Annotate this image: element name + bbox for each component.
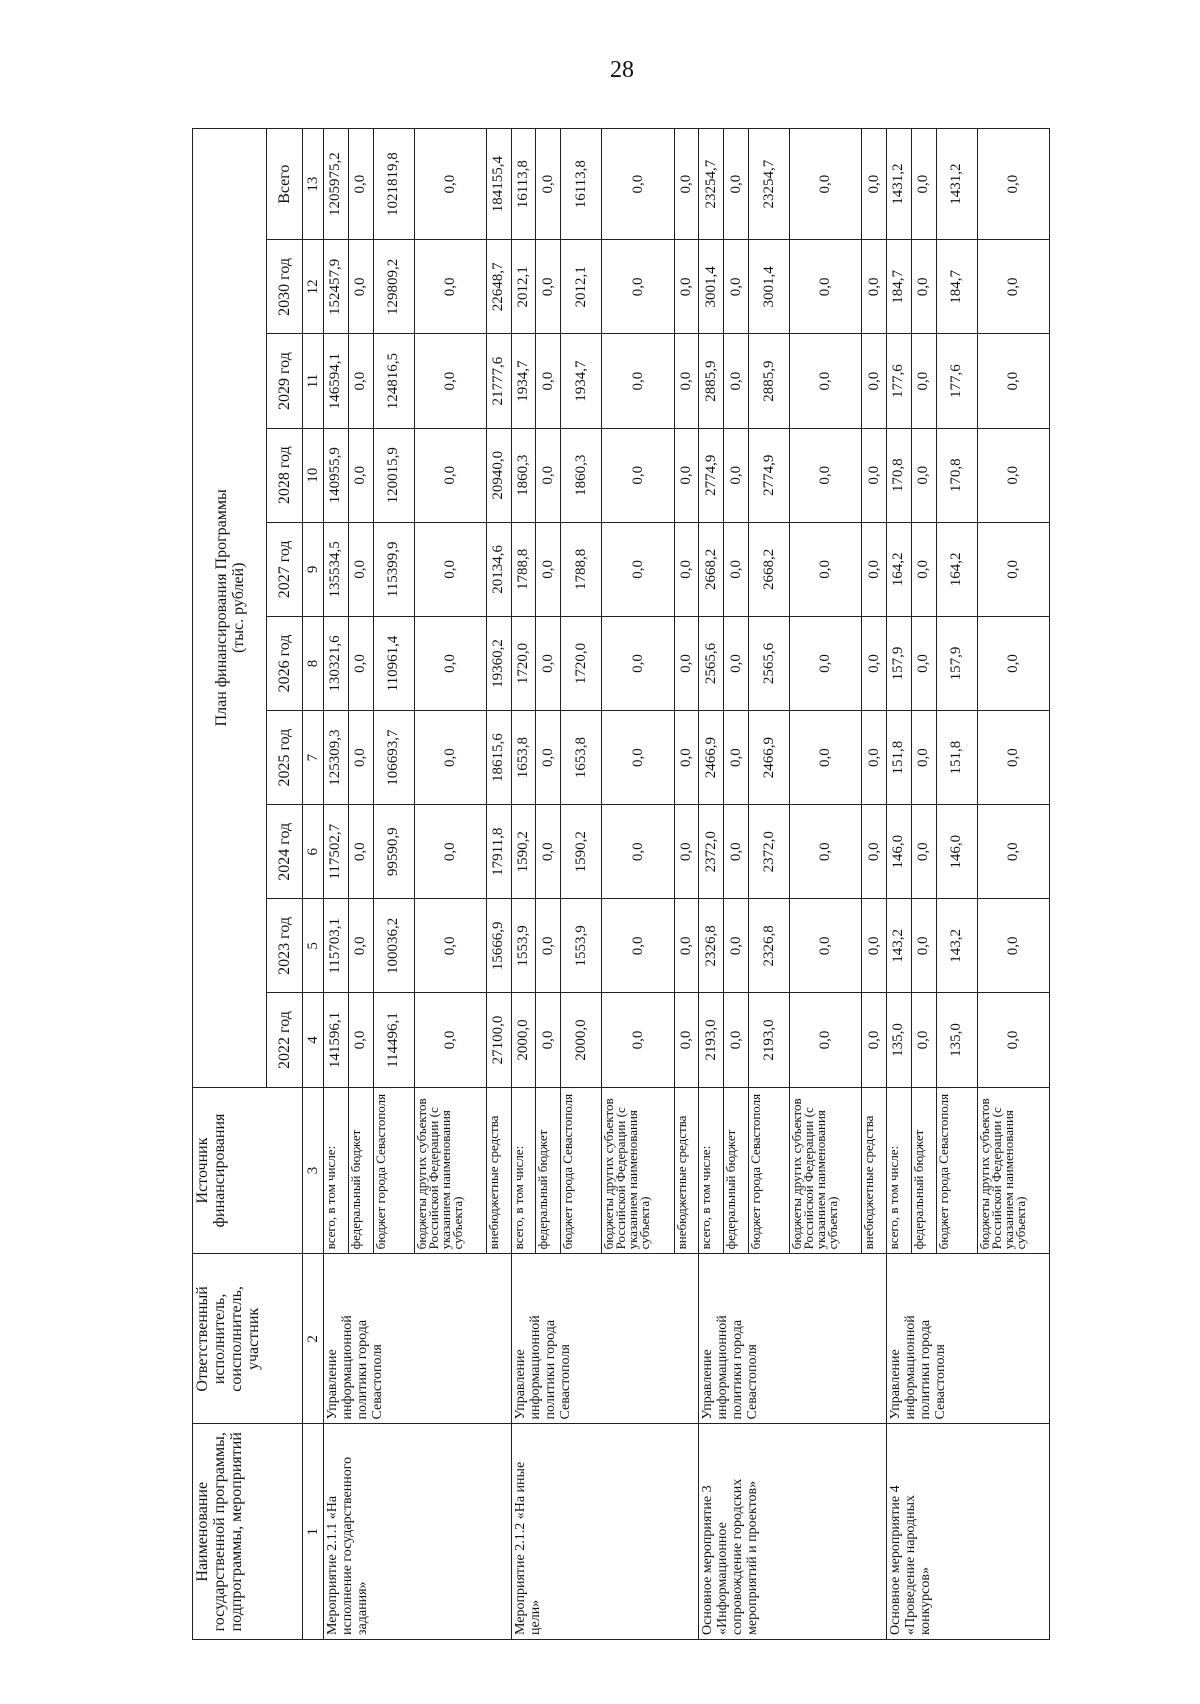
year-value-cell: 2193,0 bbox=[748, 993, 789, 1087]
year-value-cell: 177,6 bbox=[887, 334, 912, 428]
column-index: 11 bbox=[303, 334, 324, 428]
total-value-cell: 23254,7 bbox=[699, 129, 724, 240]
year-value-cell: 17911,8 bbox=[486, 805, 511, 899]
year-value-cell: 0,0 bbox=[977, 428, 1049, 522]
program-name-cell: Мероприятие 2.1.2 «На иные цели» bbox=[511, 1424, 699, 1640]
year-value-cell: 135,0 bbox=[887, 993, 912, 1087]
year-value-cell: 0,0 bbox=[911, 240, 936, 334]
year-value-cell: 0,0 bbox=[602, 805, 674, 899]
header-plan bbox=[193, 129, 267, 1088]
funding-source-cell: бюджет города Севастополя bbox=[748, 1087, 789, 1254]
year-value-cell: 2466,9 bbox=[748, 711, 789, 805]
year-value-cell: 1720,0 bbox=[561, 616, 602, 710]
year-value-cell: 1653,8 bbox=[561, 711, 602, 805]
year-value-cell: 130321,6 bbox=[324, 616, 349, 710]
year-value-cell: 0,0 bbox=[348, 522, 373, 616]
year-value-cell: 0,0 bbox=[724, 805, 749, 899]
header-year: 2022 год bbox=[267, 993, 303, 1087]
year-value-cell: 0,0 bbox=[911, 428, 936, 522]
funding-source-cell: всего, в том числе: bbox=[324, 1087, 349, 1254]
year-value-cell: 0,0 bbox=[414, 522, 486, 616]
year-value-cell: 2000,0 bbox=[561, 993, 602, 1087]
year-value-cell: 0,0 bbox=[862, 899, 887, 993]
year-value-cell: 1553,9 bbox=[561, 899, 602, 993]
year-value-cell: 3001,4 bbox=[699, 240, 724, 334]
funding-source-cell: внебюджетные средства bbox=[674, 1087, 699, 1254]
year-value-cell: 0,0 bbox=[536, 334, 561, 428]
year-value-cell: 2565,6 bbox=[699, 616, 724, 710]
year-value-cell: 152457,9 bbox=[324, 240, 349, 334]
year-value-cell: 99590,9 bbox=[373, 805, 414, 899]
year-value-cell: 0,0 bbox=[977, 711, 1049, 805]
column-index: 10 bbox=[303, 428, 324, 522]
year-value-cell: 0,0 bbox=[348, 334, 373, 428]
year-value-cell: 140955,9 bbox=[324, 428, 349, 522]
year-value-cell: 0,0 bbox=[536, 522, 561, 616]
table-row bbox=[887, 129, 912, 1640]
year-value-cell: 0,0 bbox=[348, 993, 373, 1087]
total-value-cell: 0,0 bbox=[414, 129, 486, 240]
year-value-cell: 0,0 bbox=[674, 334, 699, 428]
year-value-cell: 0,0 bbox=[348, 711, 373, 805]
year-value-cell: 0,0 bbox=[862, 428, 887, 522]
year-value-cell: 143,2 bbox=[887, 899, 912, 993]
header-program-name: Наименование государственной программы, подпрограммы, мероприятий bbox=[193, 1424, 303, 1640]
year-value-cell: 151,8 bbox=[936, 711, 977, 805]
year-value-cell: 2372,0 bbox=[748, 805, 789, 899]
funding-source-cell: бюджеты других субъектов Российской Федерации (с указанием наименования субъекта) bbox=[790, 1087, 862, 1254]
year-value-cell: 1934,7 bbox=[511, 334, 536, 428]
total-value-cell: 0,0 bbox=[724, 129, 749, 240]
year-value-cell: 0,0 bbox=[536, 993, 561, 1087]
column-index: 8 bbox=[303, 616, 324, 710]
year-value-cell: 0,0 bbox=[414, 993, 486, 1087]
year-value-cell: 0,0 bbox=[674, 428, 699, 522]
total-value-cell: 0,0 bbox=[977, 129, 1049, 240]
year-value-cell: 1653,8 bbox=[511, 711, 536, 805]
year-value-cell: 0,0 bbox=[790, 899, 862, 993]
year-value-cell: 0,0 bbox=[414, 616, 486, 710]
year-value-cell: 2466,9 bbox=[699, 711, 724, 805]
year-value-cell: 0,0 bbox=[911, 711, 936, 805]
year-value-cell: 2668,2 bbox=[748, 522, 789, 616]
year-value-cell: 0,0 bbox=[536, 428, 561, 522]
year-value-cell: 0,0 bbox=[414, 899, 486, 993]
year-value-cell: 0,0 bbox=[790, 616, 862, 710]
year-value-cell: 0,0 bbox=[602, 899, 674, 993]
year-value-cell: 1553,9 bbox=[511, 899, 536, 993]
total-value-cell: 23254,7 bbox=[748, 129, 789, 240]
funding-source-cell: внебюджетные средства bbox=[862, 1087, 887, 1254]
year-value-cell: 0,0 bbox=[414, 805, 486, 899]
column-index: 12 bbox=[303, 240, 324, 334]
year-value-cell: 1720,0 bbox=[511, 616, 536, 710]
year-value-cell: 2774,9 bbox=[699, 428, 724, 522]
year-value-cell: 0,0 bbox=[977, 522, 1049, 616]
year-value-cell: 0,0 bbox=[348, 805, 373, 899]
column-index: 3 bbox=[303, 1087, 324, 1254]
year-value-cell: 0,0 bbox=[977, 899, 1049, 993]
year-value-cell: 2326,8 bbox=[748, 899, 789, 993]
column-index: 9 bbox=[303, 522, 324, 616]
header-year: 2025 год bbox=[267, 711, 303, 805]
year-value-cell: 0,0 bbox=[724, 711, 749, 805]
year-value-cell: 0,0 bbox=[862, 334, 887, 428]
year-value-cell: 120015,9 bbox=[373, 428, 414, 522]
year-value-cell: 124816,5 bbox=[373, 334, 414, 428]
year-value-cell: 184,7 bbox=[887, 240, 912, 334]
year-value-cell: 1860,3 bbox=[511, 428, 536, 522]
year-value-cell: 0,0 bbox=[977, 616, 1049, 710]
year-value-cell: 20940,0 bbox=[486, 428, 511, 522]
year-value-cell: 2012,1 bbox=[561, 240, 602, 334]
year-value-cell: 0,0 bbox=[790, 993, 862, 1087]
year-value-cell: 1788,8 bbox=[561, 522, 602, 616]
year-value-cell: 106693,7 bbox=[373, 711, 414, 805]
year-value-cell: 0,0 bbox=[602, 522, 674, 616]
funding-source-cell: бюджеты других субъектов Российской Федерации (с указанием наименования субъекта) bbox=[414, 1087, 486, 1254]
year-value-cell: 0,0 bbox=[862, 993, 887, 1087]
total-value-cell: 1431,2 bbox=[887, 129, 912, 240]
total-value-cell: 0,0 bbox=[862, 129, 887, 240]
funding-source-cell: бюджет города Севастополя bbox=[561, 1087, 602, 1254]
table-row bbox=[324, 129, 349, 1640]
year-value-cell: 115703,1 bbox=[324, 899, 349, 993]
year-value-cell: 114496,1 bbox=[373, 993, 414, 1087]
total-value-cell: 0,0 bbox=[790, 129, 862, 240]
column-index: 5 bbox=[303, 899, 324, 993]
year-value-cell: 146,0 bbox=[936, 805, 977, 899]
funding-source-cell: внебюджетные средства bbox=[486, 1087, 511, 1254]
year-value-cell: 0,0 bbox=[862, 522, 887, 616]
year-value-cell: 1788,8 bbox=[511, 522, 536, 616]
year-value-cell: 0,0 bbox=[862, 711, 887, 805]
funding-source-cell: бюджеты других субъектов Российской Федерации (с указанием наименования субъекта) bbox=[977, 1087, 1049, 1254]
table-row bbox=[511, 129, 536, 1640]
column-index: 13 bbox=[303, 129, 324, 240]
year-value-cell: 2885,9 bbox=[748, 334, 789, 428]
year-value-cell: 0,0 bbox=[977, 993, 1049, 1087]
executor-cell: Управление информационной политики города Севастополя bbox=[324, 1254, 512, 1424]
funding-source-cell: всего, в том числе: bbox=[511, 1087, 536, 1254]
year-value-cell: 2000,0 bbox=[511, 993, 536, 1087]
year-value-cell: 0,0 bbox=[674, 993, 699, 1087]
year-value-cell: 0,0 bbox=[724, 522, 749, 616]
year-value-cell: 2565,6 bbox=[748, 616, 789, 710]
total-value-cell: 184155,4 bbox=[486, 129, 511, 240]
header-year: 2030 год bbox=[267, 240, 303, 334]
funding-source-cell: федеральный бюджет bbox=[348, 1087, 373, 1254]
total-value-cell: 1431,2 bbox=[936, 129, 977, 240]
year-value-cell: 1590,2 bbox=[561, 805, 602, 899]
financing-table bbox=[192, 128, 1050, 1640]
year-value-cell: 0,0 bbox=[602, 428, 674, 522]
year-value-cell: 135534,5 bbox=[324, 522, 349, 616]
executor-cell: Управление информационной политики города Севастополя bbox=[699, 1254, 887, 1424]
year-value-cell: 0,0 bbox=[414, 240, 486, 334]
year-value-cell: 15666,9 bbox=[486, 899, 511, 993]
column-index: 6 bbox=[303, 805, 324, 899]
year-value-cell: 0,0 bbox=[414, 428, 486, 522]
year-value-cell: 0,0 bbox=[674, 711, 699, 805]
total-value-cell: 1205975,2 bbox=[324, 129, 349, 240]
funding-source-cell: бюджет города Севастополя bbox=[373, 1087, 414, 1254]
funding-source-cell: всего, в том числе: bbox=[887, 1087, 912, 1254]
total-value-cell: 0,0 bbox=[674, 129, 699, 240]
header-total: Всего bbox=[267, 129, 303, 240]
year-value-cell: 0,0 bbox=[674, 616, 699, 710]
year-value-cell: 0,0 bbox=[602, 993, 674, 1087]
header-source: Источник финансирования bbox=[193, 1087, 303, 1254]
year-value-cell: 115399,9 bbox=[373, 522, 414, 616]
executor-cell: Управление информационной политики города Севастополя bbox=[887, 1254, 1050, 1424]
year-value-cell: 164,2 bbox=[936, 522, 977, 616]
year-value-cell: 18615,6 bbox=[486, 711, 511, 805]
header-year: 2024 год bbox=[267, 805, 303, 899]
funding-source-cell: федеральный бюджет bbox=[724, 1087, 749, 1254]
year-value-cell: 146594,1 bbox=[324, 334, 349, 428]
year-value-cell: 1934,7 bbox=[561, 334, 602, 428]
program-name-cell: Мероприятие 2.1.1 «На исполнение государственного задания» bbox=[324, 1424, 512, 1640]
header-plan-title: План финансирования Программы bbox=[212, 489, 230, 727]
year-value-cell: 125309,3 bbox=[324, 711, 349, 805]
year-value-cell: 2668,2 bbox=[699, 522, 724, 616]
year-value-cell: 3001,4 bbox=[748, 240, 789, 334]
year-value-cell: 0,0 bbox=[348, 428, 373, 522]
funding-source-cell: федеральный бюджет bbox=[911, 1087, 936, 1254]
year-value-cell: 184,7 bbox=[936, 240, 977, 334]
year-value-cell: 0,0 bbox=[977, 805, 1049, 899]
year-value-cell: 27100,0 bbox=[486, 993, 511, 1087]
header-executor: Ответственный исполнитель, соисполнитель, участник bbox=[193, 1254, 303, 1424]
year-value-cell: 22648,7 bbox=[486, 240, 511, 334]
year-value-cell: 0,0 bbox=[862, 616, 887, 710]
year-value-cell: 0,0 bbox=[674, 522, 699, 616]
header-year: 2023 год bbox=[267, 899, 303, 993]
year-value-cell: 2774,9 bbox=[748, 428, 789, 522]
year-value-cell: 0,0 bbox=[911, 334, 936, 428]
year-value-cell: 0,0 bbox=[911, 899, 936, 993]
year-value-cell: 110961,4 bbox=[373, 616, 414, 710]
year-value-cell: 0,0 bbox=[724, 899, 749, 993]
year-value-cell: 0,0 bbox=[724, 334, 749, 428]
funding-source-cell: федеральный бюджет bbox=[536, 1087, 561, 1254]
funding-source-cell: всего, в том числе: bbox=[699, 1087, 724, 1254]
executor-cell: Управление информационной политики города Севастополя bbox=[511, 1254, 699, 1424]
year-value-cell: 0,0 bbox=[790, 711, 862, 805]
total-value-cell: 0,0 bbox=[911, 129, 936, 240]
year-value-cell: 0,0 bbox=[536, 240, 561, 334]
header-year: 2027 год bbox=[267, 522, 303, 616]
funding-source-cell: бюджеты других субъектов Российской Федерации (с указанием наименования субъекта) bbox=[602, 1087, 674, 1254]
year-value-cell: 0,0 bbox=[862, 240, 887, 334]
year-value-cell: 0,0 bbox=[724, 616, 749, 710]
year-value-cell: 0,0 bbox=[724, 993, 749, 1087]
year-value-cell: 1860,3 bbox=[561, 428, 602, 522]
total-value-cell: 0,0 bbox=[536, 129, 561, 240]
year-value-cell: 0,0 bbox=[414, 334, 486, 428]
year-value-cell: 2193,0 bbox=[699, 993, 724, 1087]
year-value-cell: 146,0 bbox=[887, 805, 912, 899]
total-value-cell: 16113,8 bbox=[561, 129, 602, 240]
program-name-cell: Основное мероприятие 4 «Проведение народных конкурсов» bbox=[887, 1424, 1050, 1640]
year-value-cell: 0,0 bbox=[724, 240, 749, 334]
year-value-cell: 0,0 bbox=[602, 334, 674, 428]
column-index: 4 bbox=[303, 993, 324, 1087]
year-value-cell: 0,0 bbox=[977, 334, 1049, 428]
year-value-cell: 0,0 bbox=[911, 805, 936, 899]
year-value-cell: 0,0 bbox=[790, 240, 862, 334]
year-value-cell: 0,0 bbox=[674, 240, 699, 334]
year-value-cell: 129809,2 bbox=[373, 240, 414, 334]
year-value-cell: 1590,2 bbox=[511, 805, 536, 899]
year-value-cell: 0,0 bbox=[790, 428, 862, 522]
year-value-cell: 0,0 bbox=[911, 993, 936, 1087]
header-year: 2029 год bbox=[267, 334, 303, 428]
total-value-cell: 0,0 bbox=[348, 129, 373, 240]
column-index: 1 bbox=[303, 1424, 324, 1640]
header-plan-unit: (тыс. рублей) bbox=[229, 562, 247, 654]
year-value-cell: 0,0 bbox=[790, 805, 862, 899]
year-value-cell: 2885,9 bbox=[699, 334, 724, 428]
year-value-cell: 135,0 bbox=[936, 993, 977, 1087]
year-value-cell: 0,0 bbox=[536, 899, 561, 993]
year-value-cell: 2372,0 bbox=[699, 805, 724, 899]
year-value-cell: 0,0 bbox=[536, 711, 561, 805]
year-value-cell: 157,9 bbox=[936, 616, 977, 710]
year-value-cell: 0,0 bbox=[674, 899, 699, 993]
year-value-cell: 141596,1 bbox=[324, 993, 349, 1087]
year-value-cell: 2326,8 bbox=[699, 899, 724, 993]
column-index: 2 bbox=[303, 1254, 324, 1424]
year-value-cell: 117502,7 bbox=[324, 805, 349, 899]
year-value-cell: 143,2 bbox=[936, 899, 977, 993]
year-value-cell: 20134,6 bbox=[486, 522, 511, 616]
year-value-cell: 0,0 bbox=[348, 616, 373, 710]
year-value-cell: 0,0 bbox=[911, 616, 936, 710]
year-value-cell: 151,8 bbox=[887, 711, 912, 805]
year-value-cell: 0,0 bbox=[790, 334, 862, 428]
year-value-cell: 0,0 bbox=[348, 899, 373, 993]
column-index: 7 bbox=[303, 711, 324, 805]
year-value-cell: 170,8 bbox=[936, 428, 977, 522]
total-value-cell: 1021819,8 bbox=[373, 129, 414, 240]
year-value-cell: 0,0 bbox=[536, 805, 561, 899]
year-value-cell: 0,0 bbox=[977, 240, 1049, 334]
year-value-cell: 0,0 bbox=[602, 616, 674, 710]
year-value-cell: 164,2 bbox=[887, 522, 912, 616]
header-year: 2026 год bbox=[267, 616, 303, 710]
year-value-cell: 0,0 bbox=[862, 805, 887, 899]
year-value-cell: 19360,2 bbox=[486, 616, 511, 710]
header-year: 2028 год bbox=[267, 428, 303, 522]
year-value-cell: 0,0 bbox=[536, 616, 561, 710]
year-value-cell: 0,0 bbox=[602, 240, 674, 334]
year-value-cell: 0,0 bbox=[724, 428, 749, 522]
year-value-cell: 157,9 bbox=[887, 616, 912, 710]
year-value-cell: 100036,2 bbox=[373, 899, 414, 993]
year-value-cell: 0,0 bbox=[602, 711, 674, 805]
year-value-cell: 170,8 bbox=[887, 428, 912, 522]
total-value-cell: 16113,8 bbox=[511, 129, 536, 240]
year-value-cell: 0,0 bbox=[790, 522, 862, 616]
program-name-cell: Основное мероприятие 3 «Информационное сопровождение городских мероприятий и проектов» bbox=[699, 1424, 887, 1640]
table-body bbox=[324, 129, 1050, 1640]
header-index-row bbox=[303, 129, 324, 1640]
year-value-cell: 2012,1 bbox=[511, 240, 536, 334]
year-value-cell: 0,0 bbox=[348, 240, 373, 334]
year-value-cell: 0,0 bbox=[911, 522, 936, 616]
year-value-cell: 0,0 bbox=[674, 805, 699, 899]
year-value-cell: 21777,6 bbox=[486, 334, 511, 428]
table-row bbox=[699, 129, 724, 1640]
total-value-cell: 0,0 bbox=[602, 129, 674, 240]
page-number: 28 bbox=[610, 57, 634, 83]
year-value-cell: 177,6 bbox=[936, 334, 977, 428]
rotated-table-wrapper bbox=[192, 128, 1050, 1640]
year-value-cell: 0,0 bbox=[414, 711, 486, 805]
funding-source-cell: бюджет города Севастополя bbox=[936, 1087, 977, 1254]
